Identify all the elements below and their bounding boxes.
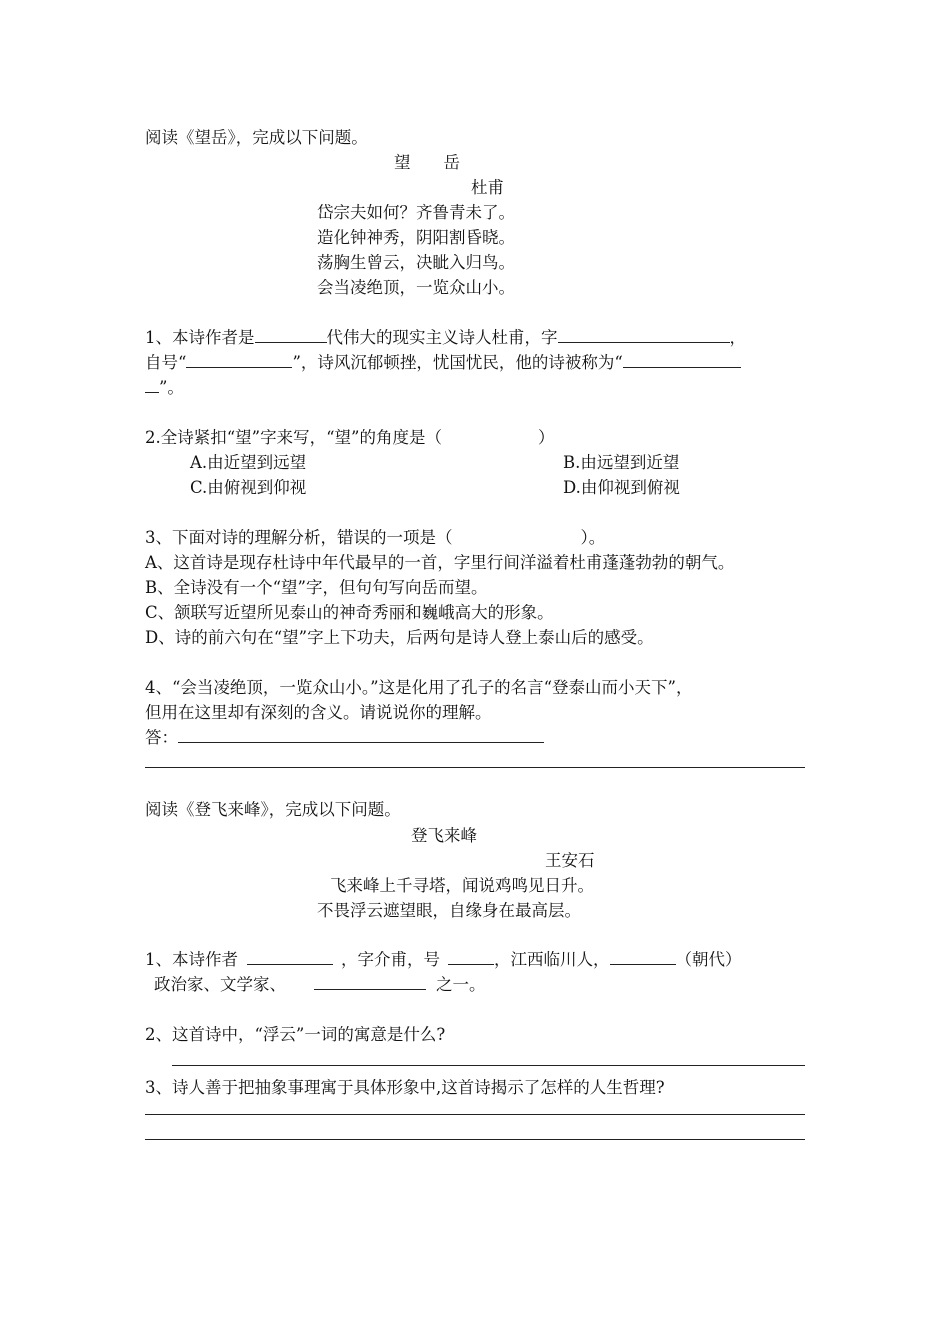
poem2-author: 王安石 [545,851,595,870]
s1-q2-stem: 2.全诗紧扣“望”字来写，“望”的角度是（ ） [145,428,555,447]
s1-q4-line1: 4、“会当凌绝顶，一览众山小。”这是化用了孔子的名言“登泰山而小天下”， [145,678,693,697]
blank-dynasty-2[interactable] [610,948,676,965]
s2-q1-line2: 政治家、文学家、 之一。 [154,975,486,994]
s1-q3-stem: 3、下面对诗的理解分析，错误的一项是（ ）。 [145,528,606,547]
answer-line-s2-q3-1[interactable] [145,1114,805,1115]
s1-q2-option-b[interactable]: B.由远望到近望 [563,453,680,472]
poem1-line-2: 造化钟神秀，阴阳割昏晓。 [317,228,515,247]
answer-line-s2-q3-2[interactable] [145,1139,805,1140]
s1-q3-option-c[interactable]: C、颔联写近望所见泰山的神奇秀丽和巍峨高大的形象。 [145,603,554,622]
blank-poetry-title-cont[interactable] [145,376,159,393]
answer-line-s2-q2[interactable] [172,1065,805,1066]
answer-line-q4[interactable] [178,726,544,743]
s1-q3-option-d[interactable]: D、诗的前六句在“望”字上下功夫，后两句是诗人登上泰山后的感受。 [145,628,654,647]
s1-q2-option-a[interactable]: A.由近望到远望 [190,453,307,472]
blank-dynasty[interactable] [255,326,327,343]
s2-q3: 3、诗人善于把抽象事理寓于具体形象中,这首诗揭示了怎样的人生哲理? [145,1078,665,1097]
s1-q1-line1: 1、本诗作者是 代伟大的现实主义诗人杜甫，字 ， [145,328,746,347]
poem1-title: 望 岳 [394,153,460,172]
poem1-line-3: 荡胸生曾云，决眦入归鸟。 [317,253,515,272]
blank-poetry-title[interactable] [623,351,741,368]
s2-q1-line1: 1、本诗作者 ，字介甫，号 ，江西临川人， （朝代） [145,950,742,969]
s1-q1-line2: 自号“ ”，诗风沉郁顿挫，忧国忧民，他的诗被称为“ [145,351,741,375]
blank-pen-name[interactable] [448,948,494,965]
blank-self-title[interactable] [186,351,292,368]
poem1-author: 杜甫 [471,178,504,197]
blank-courtesy-name[interactable] [558,326,730,343]
s1-q4-answer: 答： [145,726,544,750]
s1-q3-option-b[interactable]: B、全诗没有一个“望”字，但句句写向岳而望。 [145,578,488,597]
s1-q1-line3: ”。 [145,376,184,400]
s1-q3-option-a[interactable]: A、这首诗是现存杜诗中年代最早的一首，字里行间洋溢着杜甫蓬蓬勃勃的朝气。 [145,553,735,572]
answer-line-q4-2[interactable] [145,767,805,768]
section2-intro: 阅读《登飞来峰》，完成以下问题。 [145,800,401,819]
s1-q4-line2: 但用在这里却有深刻的含义。请说说你的理解。 [145,703,492,722]
blank-author[interactable] [247,948,333,965]
blank-group[interactable] [314,973,426,990]
s2-q2: 2、这首诗中，“浮云”一词的寓意是什么? [145,1025,446,1044]
poem2-line-1: 飞来峰上千寻塔，闻说鸡鸣见日升。 [330,876,594,895]
s1-q2-option-c[interactable]: C.由俯视到仰视 [190,478,307,497]
poem2-title: 登飞来峰 [411,826,477,845]
poem1-line-1: 岱宗夫如何？齐鲁青未了。 [317,203,515,222]
poem2-line-2: 不畏浮云遮望眼，自缘身在最高层。 [317,901,581,920]
section1-intro: 阅读《望岳》，完成以下问题。 [145,128,368,147]
poem1-line-4: 会当凌绝顶，一览众山小。 [317,278,515,297]
s1-q2-option-d[interactable]: D.由仰视到俯视 [563,478,680,497]
